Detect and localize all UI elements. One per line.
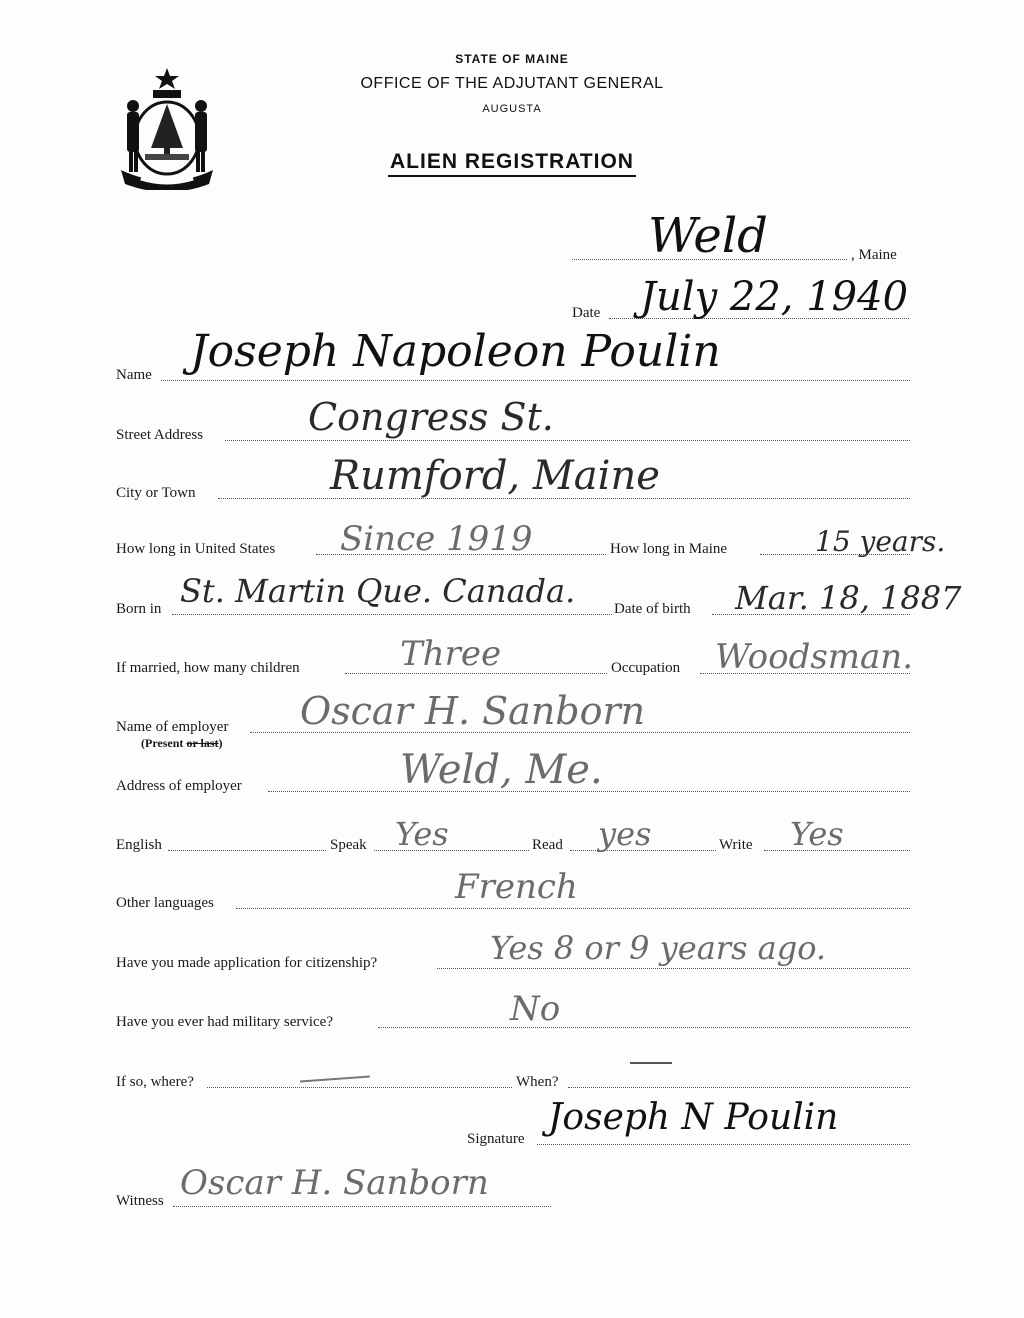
or-last-struck: or last xyxy=(186,736,219,750)
date-entry: July 22, 1940 xyxy=(640,274,909,320)
witness-label: Witness xyxy=(116,1193,164,1209)
name-entry: Joseph Napoleon Poulin xyxy=(190,326,721,377)
how-long-maine-entry: 15 years. xyxy=(815,525,946,558)
city-label: City or Town xyxy=(116,485,196,501)
occupation-label: Occupation xyxy=(611,660,681,676)
citizenship-entry: Yes 8 or 9 years ago. xyxy=(490,929,827,967)
born-in-label: Born in xyxy=(116,601,162,617)
speak-label: Speak xyxy=(330,837,367,853)
employer-name-entry: Oscar H. Sanborn xyxy=(300,689,646,733)
employer-name-label: Name of employer xyxy=(116,719,229,735)
when-line xyxy=(568,1087,910,1088)
where-line xyxy=(207,1087,512,1088)
born-in-entry: St. Martin Que. Canada. xyxy=(180,572,576,610)
english-label: English xyxy=(116,837,162,853)
how-long-us-entry: Since 1919 xyxy=(340,519,533,559)
other-languages-line xyxy=(236,908,910,909)
english-line xyxy=(168,850,326,851)
read-label: Read xyxy=(532,837,563,853)
where-label: If so, where? xyxy=(116,1074,194,1090)
signature-line xyxy=(537,1144,910,1145)
when-label: When? xyxy=(516,1074,559,1090)
military-entry: No xyxy=(510,989,561,1029)
other-languages-entry: French xyxy=(455,867,578,907)
date-of-birth-label: Date of birth xyxy=(614,601,691,617)
military-line xyxy=(378,1027,910,1028)
form-title: ALIEN REGISTRATION xyxy=(0,150,1024,174)
military-label: Have you ever had military service? xyxy=(116,1014,333,1030)
name-line xyxy=(161,380,910,381)
speak-entry: Yes xyxy=(395,815,449,853)
citizenship-label: Have you made application for citizenship? xyxy=(116,955,378,971)
how-long-us-label: How long in United States xyxy=(116,541,276,557)
other-languages-label: Other languages xyxy=(116,895,214,911)
children-label: If married, how many children xyxy=(116,660,300,676)
town-entry: Weld xyxy=(648,208,768,264)
date-label: Date xyxy=(572,305,601,321)
when-dash-mark xyxy=(630,1062,672,1064)
signature-label: Signature xyxy=(467,1131,525,1147)
street-entry: Congress St. xyxy=(308,395,554,439)
street-label: Street Address xyxy=(116,427,204,443)
born-in-line xyxy=(172,614,612,615)
date-of-birth-entry: Mar. 18, 1887 xyxy=(735,579,962,617)
city-entry: Rumford, Maine xyxy=(330,453,660,499)
maine-label: , Maine xyxy=(851,247,897,263)
employer-present-note: (Present or last) xyxy=(141,736,223,750)
where-dash-mark xyxy=(300,1076,370,1083)
header-office: OFFICE OF THE ADJUTANT GENERAL xyxy=(360,75,664,92)
signature-entry: Joseph N Poulin xyxy=(548,1097,839,1138)
employer-address-label: Address of employer xyxy=(116,778,242,794)
how-long-maine-label: How long in Maine xyxy=(610,541,728,557)
citizenship-line xyxy=(437,968,910,969)
witness-line xyxy=(173,1206,551,1207)
write-entry: Yes xyxy=(790,815,844,853)
witness-entry: Oscar H. Sanborn xyxy=(180,1163,489,1203)
employer-address-entry: Weld, Me. xyxy=(400,747,603,793)
write-label: Write xyxy=(719,837,753,853)
occupation-entry: Woodsman. xyxy=(715,637,914,677)
read-entry: yes xyxy=(598,815,652,853)
children-entry: Three xyxy=(400,634,502,674)
header-city: AUGUSTA xyxy=(482,103,542,115)
name-label: Name xyxy=(116,367,152,383)
header-state: STATE OF MAINE xyxy=(455,52,569,66)
street-line xyxy=(225,440,910,441)
